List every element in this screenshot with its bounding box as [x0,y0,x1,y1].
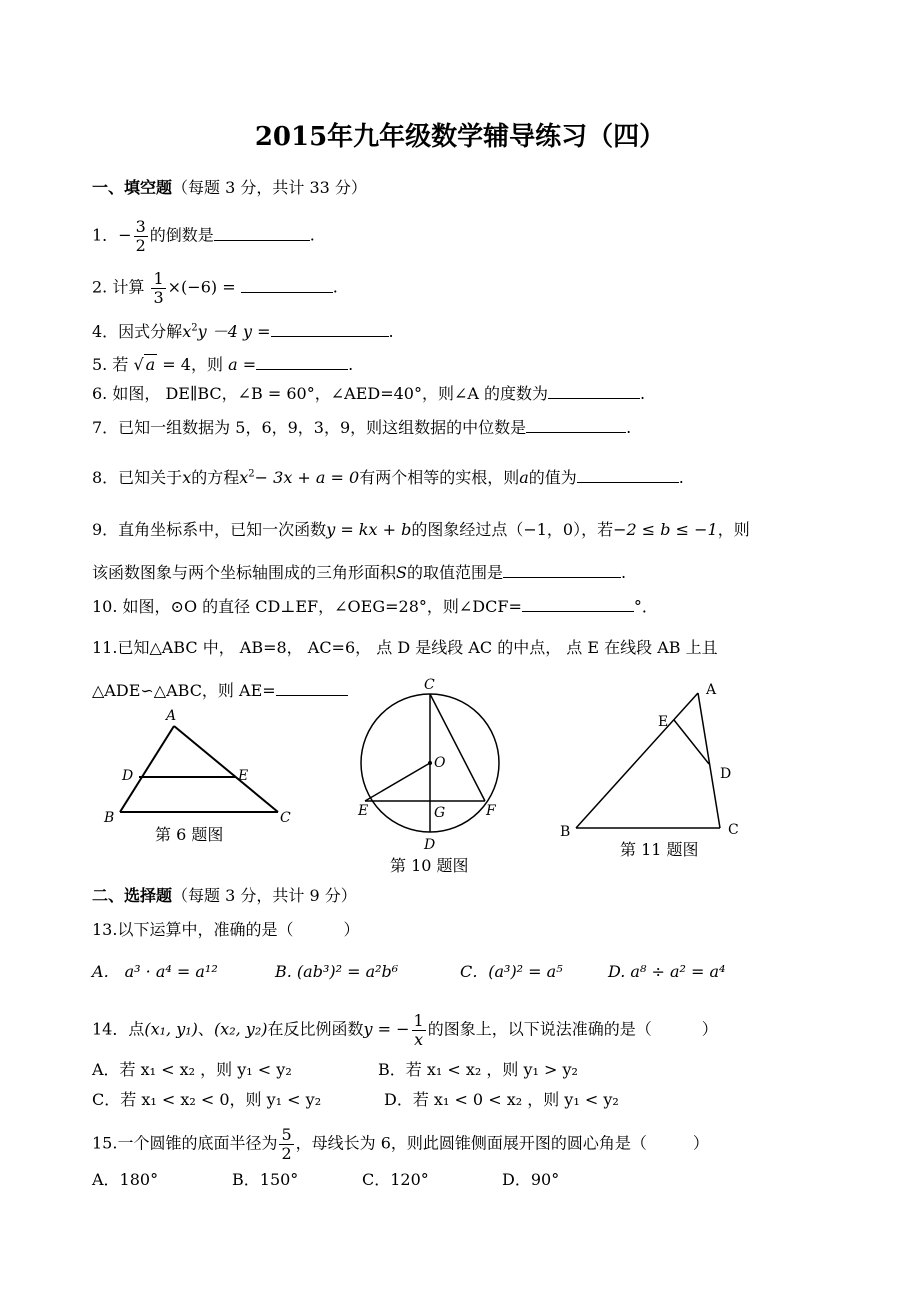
question-7: 7．已知一组数据为 5，6，9，3，9，则这组数据的中位数是 . [92,418,632,437]
q14-option-a[interactable]: A．若 x₁ < x₂ ，则 y₁ < y₂ [92,1060,292,1079]
q14-option-d[interactable]: D．若 x₁ < 0 < x₂ ，则 y₁ < y₂ [384,1090,619,1109]
question-9-line-2: 该函数图象与两个坐标轴围成的三角形面积S的取值范围是 . [92,563,627,582]
fig6-label-a: A [166,708,177,724]
answer-blank[interactable] [271,322,389,337]
fig11-label-a: A [706,682,717,698]
fig6-label-b: B [104,810,115,826]
fig11-label-d: D [720,766,732,782]
section-2-heading: 二、选择题（每题 3 分，共计 9 分） [92,886,357,905]
question-1: 1．− $\frac{3}{2}$ 的倒数是 . [92,217,315,255]
answer-blank[interactable] [276,681,348,696]
fig11-label-e: E [658,714,669,730]
q14-option-b[interactable]: B．若 x₁ < x₂ ，则 y₁ > y₂ [378,1060,578,1079]
fig6-label-e: E [238,768,249,784]
fig10-label-d: D [424,837,436,853]
answer-blank[interactable] [548,384,640,399]
figure-11 [558,680,748,840]
fig10-label-f: F [486,803,496,819]
fig11-label-b: B [560,824,571,840]
answer-blank[interactable] [526,418,626,433]
question-11-line-1: 11.已知△ABC 中， AB=8， AC=6， 点 D 是线段 AC 的中点， 点 E 在线段 AB 上且 [92,638,718,657]
page-title: 2015年九年级数学辅导练习（四） [254,122,666,152]
figure-6-caption: 第 6 题图 [155,825,224,844]
fig10-label-e: E [358,803,369,819]
question-8: 8．已知关于x的方程$x^2- 3x + a = 0$有两个相等的实根，则a的值为 . [92,468,684,487]
fig10-label-o: O [434,755,446,771]
fig10-label-c: C [424,677,435,693]
fig6-label-c: C [280,810,291,826]
answer-blank[interactable] [241,278,333,293]
question-9-line-1: 9．直角坐标系中，已知一次函数y = kx + b的图象经过点（−1，0），若−2 ≤ b ≤ −1，则 [92,520,750,539]
answer-blank[interactable] [256,355,348,370]
q15-option-a[interactable]: A．180° [92,1170,159,1189]
question-2: 2. 计算 $\frac{1}{3}$ ×(−6) = . [92,269,338,307]
fig11-label-c: C [728,822,739,838]
answer-blank[interactable] [214,226,310,241]
answer-blank[interactable] [503,563,621,578]
q15-option-d[interactable]: D．90° [502,1170,560,1189]
question-11-line-2: △ADE∽△ABC，则 AE= [92,681,348,700]
question-4: 4．因式分解$x^2y -4$ y = . [92,322,394,341]
q15-option-c[interactable]: C．120° [362,1170,429,1189]
q14-option-c[interactable]: C．若 x₁ < x₂ < 0，则 y₁ < y₂ [92,1090,322,1109]
fig6-label-d: D [122,768,134,784]
figure-10 [352,675,510,853]
q13-option-d[interactable]: D. a⁸ ÷ a² = a⁴ [608,962,726,981]
q15-option-b[interactable]: B．150° [232,1170,299,1189]
q13-option-c[interactable]: C．(a³)² = a⁵ [460,962,563,981]
answer-blank[interactable] [522,597,634,612]
question-5: 5. 若 √ a = 4，则 a = . [92,355,354,374]
question-13: 13.以下运算中，准确的是（ ） [92,920,360,939]
question-14: 14．点(x₁, y₁)、(x₂, y₂)在反比例函数y = − $\frac{1}{x}$ 的图象上，以下说法准确的是（ ） [92,1011,718,1049]
question-15: 15.一个圆锥的底面半径为 $\frac{5}{2}$ ，母线长为 6，则此圆锥侧面展开图的圆心角是（ ） [92,1125,709,1163]
figure-10-caption: 第 10 题图 [390,856,469,875]
question-10: 10. 如图，⊙O 的直径 CD⊥EF，∠OEG=28°，则∠DCF= °． [92,597,658,616]
question-6: 6. 如图， DE∥BC，∠B = 60°，∠AED=40°，则∠A 的度数为 . [92,384,646,403]
q13-option-b[interactable]: B. (ab³)² = a²b⁶ [275,962,399,981]
q13-option-a[interactable]: A． a³ · a⁴ = a¹² [92,962,218,981]
fig10-label-g: G [434,805,446,821]
section-1-heading: 一、填空题（每题 3 分，共计 33 分） [92,178,367,197]
answer-blank[interactable] [577,468,679,483]
figure-11-caption: 第 11 题图 [620,840,699,859]
